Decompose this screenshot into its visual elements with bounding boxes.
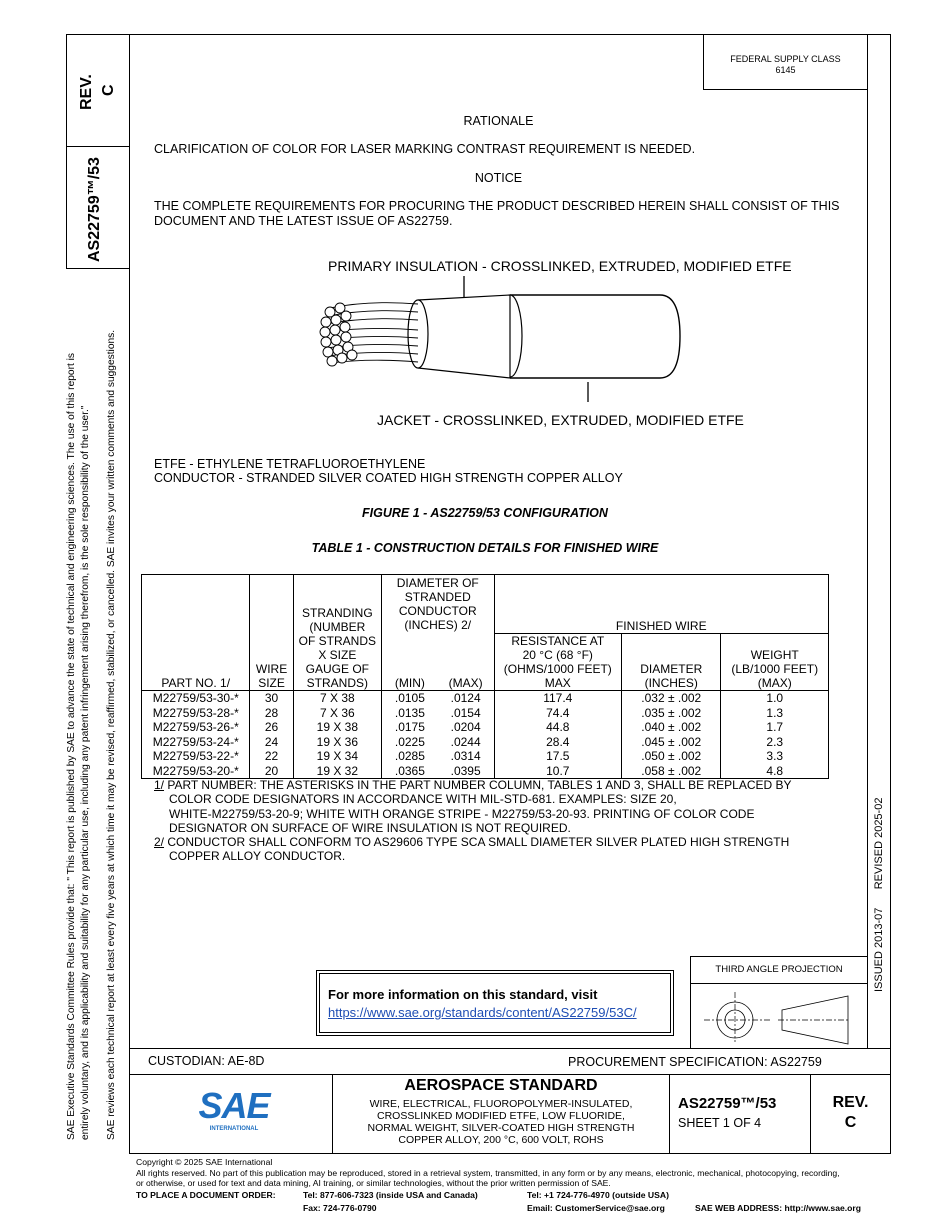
cell-part-no: M22759/53-28-* <box>142 706 250 721</box>
issued-date: ISSUED 2013-07 <box>873 907 885 992</box>
cell-resistance: 44.8 <box>494 720 622 735</box>
cell-wire-size: 26 <box>250 720 293 735</box>
copyright: Copyright © 2025 SAE International <box>136 1157 273 1167</box>
table-note-2: 2/ CONDUCTOR SHALL CONFORM TO AS29606 TYPE SCA SMALL DIAMETER SILVER PLATED HIGH STRENGTH COPPER ALLOY CONDUCTOR. <box>154 835 790 864</box>
jacket-shape <box>510 295 680 378</box>
cell-part-no: M22759/53-22-* <box>142 749 250 764</box>
header-finished-wire: FINISHED WIRE <box>494 575 829 634</box>
cell-part-no: M22759/53-24-* <box>142 735 250 750</box>
table-row <box>142 749 829 764</box>
left-margin-line2: entirely voluntary, and its applicability and suitability for any particular use, including any patent infringement arising therefrom, is the sole responsibility of the user." <box>80 405 91 1140</box>
info-box-inner <box>319 973 671 1033</box>
federal-supply-class-code: 6145 <box>775 65 796 75</box>
cell-finished-diameter: .058 ± .002 <box>622 764 721 779</box>
email[interactable]: Email: CustomerService@sae.org <box>527 1203 665 1213</box>
info-box-heading: For more information on this standard, visit <box>328 987 598 1002</box>
custodian: CUSTODIAN: AE-8D <box>148 1054 265 1068</box>
cell-weight: 1.3 <box>766 705 784 720</box>
cell-conductor-min: .0365 <box>394 763 425 778</box>
header-resistance: RESISTANCE AT 20 °C (68 °F) (OHMS/1000 FEET) MAX <box>494 634 622 691</box>
third-angle-projection-symbol <box>700 990 860 1045</box>
footer <box>136 1157 906 1189</box>
standard-title: WIRE, ELECTRICAL, FLUOROPOLYMER-INSULATED, CROSSLINKED MODIFIED ETFE, LOW FLUORIDE, NORMAL WEIGHT, SILVER-COATED HIGH STRENGTH COPPER ALLOY, 200 °C, 600 VOLT, ROHS <box>367 1098 635 1146</box>
sae-logo <box>194 1085 274 1132</box>
table-row <box>142 720 829 735</box>
title-rev: REV. C <box>832 1094 869 1131</box>
rationale-heading: RATIONALE <box>463 114 534 128</box>
notice-text: THE COMPLETE REQUIREMENTS FOR PROCURING THE PRODUCT DESCRIBED HEREIN SHALL CONSIST OF THIS DOCUMENT AND THE LATEST ISSUE OF AS22759. <box>154 199 840 228</box>
table-row <box>142 735 829 750</box>
cell-part-no: M22759/53-26-* <box>142 720 250 735</box>
cell-conductor-min: .0225 <box>394 734 425 749</box>
cell-conductor-min: .0175 <box>394 720 425 734</box>
cell-stranding: 7 X 38 <box>293 691 381 706</box>
header-min: (MIN) <box>382 634 438 691</box>
cell-weight: 4.8 <box>766 763 784 778</box>
tel-us: Tel: 877-606-7323 (inside USA and Canada) <box>303 1190 478 1200</box>
header-wire-size: WIRE SIZE <box>250 575 293 691</box>
cell-stranding: 19 X 32 <box>293 764 381 779</box>
order-label: TO PLACE A DOCUMENT ORDER: <box>136 1190 276 1200</box>
federal-supply-class <box>704 54 867 76</box>
cell-conductor-min: .0105 <box>394 691 425 705</box>
left-margin-line1: SAE Executive Standards Committee Rules provide that: " This report is published by SAE to advance the state of technical and engineering sciences. The use of this report is <box>66 353 77 1140</box>
web-address[interactable]: SAE WEB ADDRESS: http://www.sae.org <box>695 1203 861 1213</box>
cell-resistance: 10.7 <box>494 764 622 779</box>
header-finished-diameter: DIAMETER (INCHES) <box>622 634 721 691</box>
cell-weight: 3.3 <box>766 749 784 763</box>
cell-conductor-min: .0285 <box>394 749 425 763</box>
cell-conductor-max: .0314 <box>438 749 494 764</box>
standard-url-link[interactable]: https://www.sae.org/standards/content/AS22759/53C/ <box>328 1005 637 1020</box>
primary-insulation-end <box>408 300 428 368</box>
construction-table-body <box>142 691 829 779</box>
tel-outside: Tel: +1 724-776-4970 (outside USA) <box>527 1190 669 1200</box>
header-rev-value-vertical: C <box>100 84 117 96</box>
header-part-no: PART NO. 1/ <box>142 575 250 691</box>
cell-conductor-max: .0124 <box>438 691 494 706</box>
rights-line-1: All rights reserved. No part of this publication may be reproduced, stored in a retrieval system, transmitted, in any form or by any means, electronic, mechanical, photocopying, recording, <box>136 1167 840 1178</box>
cell-conductor-min: .0135 <box>394 705 425 720</box>
figure-caption: FIGURE 1 - AS22759/53 CONFIGURATION <box>362 506 608 520</box>
revised-date: REVISED 2025-02 <box>873 797 885 890</box>
sae-logo-subtext: INTERNATIONAL <box>209 1126 259 1132</box>
cell-stranding: 19 X 36 <box>293 735 381 750</box>
table-row <box>142 764 829 779</box>
cell-finished-diameter: .032 ± .002 <box>622 691 721 706</box>
cell-resistance: 117.4 <box>494 691 622 706</box>
cell-wire-size: 20 <box>250 764 293 779</box>
header-doc-number-vertical: AS22759™/53 <box>86 157 103 262</box>
construction-table <box>141 574 829 779</box>
cell-resistance: 28.4 <box>494 735 622 750</box>
left-margin-line3: SAE reviews each technical report at least every five years at which time it may be revised, reaffirmed, stabilized, or cancelled. SAE invites your written comments and suggestions. <box>106 329 117 1140</box>
cell-finished-diameter: .035 ± .002 <box>622 706 721 721</box>
cell-weight: 1.7 <box>766 720 784 734</box>
cell-stranding: 19 X 38 <box>293 720 381 735</box>
federal-supply-class-label: FEDERAL SUPPLY CLASS <box>730 54 841 64</box>
cell-conductor-max: .0204 <box>438 720 494 735</box>
notice-heading: NOTICE <box>474 171 523 185</box>
cell-conductor-max: .0244 <box>438 735 494 750</box>
header-max: (MAX) <box>438 634 494 691</box>
cell-finished-diameter: .050 ± .002 <box>622 749 721 764</box>
cell-conductor-max: .0154 <box>438 706 494 721</box>
cell-wire-size: 30 <box>250 691 293 706</box>
header-diameter-conductor: DIAMETER OF STRANDED CONDUCTOR (INCHES) 2/ <box>382 575 494 634</box>
cell-weight: 2.3 <box>766 734 784 749</box>
cell-part-no: M22759/53-30-* <box>142 691 250 706</box>
primary-insulation-label: PRIMARY INSULATION - CROSSLINKED, EXTRUDED, MODIFIED ETFE <box>328 258 792 274</box>
header-rev-vertical: REV. <box>78 74 95 110</box>
title-doc-number: AS22759™/53 <box>678 1095 777 1112</box>
standard-type: AEROSPACE STANDARD <box>404 1077 598 1094</box>
wire-cross-section-illustration <box>300 270 700 410</box>
header-weight: WEIGHT (LB/1000 FEET) (MAX) <box>721 634 829 691</box>
cell-finished-diameter: .045 ± .002 <box>622 735 721 750</box>
definition-etfe: ETFE - ETHYLENE TETRAFLUOROETHYLENE <box>154 457 426 471</box>
rights-line-2: or otherwise, or used for text and data mining, AI training, or similar technologies, without the prior written permission of SAE. <box>136 1178 611 1188</box>
definition-conductor: CONDUCTOR - STRANDED SILVER COATED HIGH STRENGTH COPPER ALLOY <box>154 471 623 485</box>
header-stranding: STRANDING (NUMBER OF STRANDS X SIZE GAUGE OF STRANDS) <box>293 575 381 691</box>
cell-finished-diameter: .040 ± .002 <box>622 720 721 735</box>
sheet-number: SHEET 1 OF 4 <box>678 1116 762 1130</box>
table-row <box>142 706 829 721</box>
cell-wire-size: 24 <box>250 735 293 750</box>
projection-label: THIRD ANGLE PROJECTION <box>715 964 843 975</box>
right-margin-dates <box>872 798 886 992</box>
cell-resistance: 17.5 <box>494 749 622 764</box>
table-row <box>142 691 829 706</box>
jacket-label: JACKET - CROSSLINKED, EXTRUDED, MODIFIED ETFE <box>377 412 744 428</box>
cell-stranding: 19 X 34 <box>293 749 381 764</box>
cell-stranding: 7 X 36 <box>293 706 381 721</box>
table-note-1: 1/ PART NUMBER: THE ASTERISKS IN THE PART NUMBER COLUMN, TABLES 1 AND 3, SHALL BE REPLACED BY COLOR CODE DESIGNATORS IN ACCORDANCE WITH MIL-STD-681. EXAMPLES: SIZE 20, WHITE-M22759/53-20-9; WHITE WITH ORANGE STRIPE - M22759/53-20-93. PRINTING OF COLOR CODE DESIGNATOR ON SURFACE OF WIRE INSULATION IS NOT REQUIRED. <box>154 778 792 836</box>
fax: Fax: 724-776-0790 <box>303 1203 377 1213</box>
table-caption: TABLE 1 - CONSTRUCTION DETAILS FOR FINISHED WIRE <box>311 541 659 555</box>
cell-resistance: 74.4 <box>494 706 622 721</box>
primary-insulation-shape <box>418 295 510 378</box>
rationale-text: CLARIFICATION OF COLOR FOR LASER MARKING CONTRAST REQUIREMENT IS NEEDED. <box>154 142 696 156</box>
sae-logo-text: SAE <box>198 1085 270 1126</box>
cell-weight: 1.0 <box>766 691 784 705</box>
cell-wire-size: 22 <box>250 749 293 764</box>
cell-wire-size: 28 <box>250 706 293 721</box>
cell-conductor-max: .0395 <box>438 764 494 779</box>
cell-part-no: M22759/53-20-* <box>142 764 250 779</box>
procurement-spec: PROCUREMENT SPECIFICATION: AS22759 <box>568 1055 822 1069</box>
